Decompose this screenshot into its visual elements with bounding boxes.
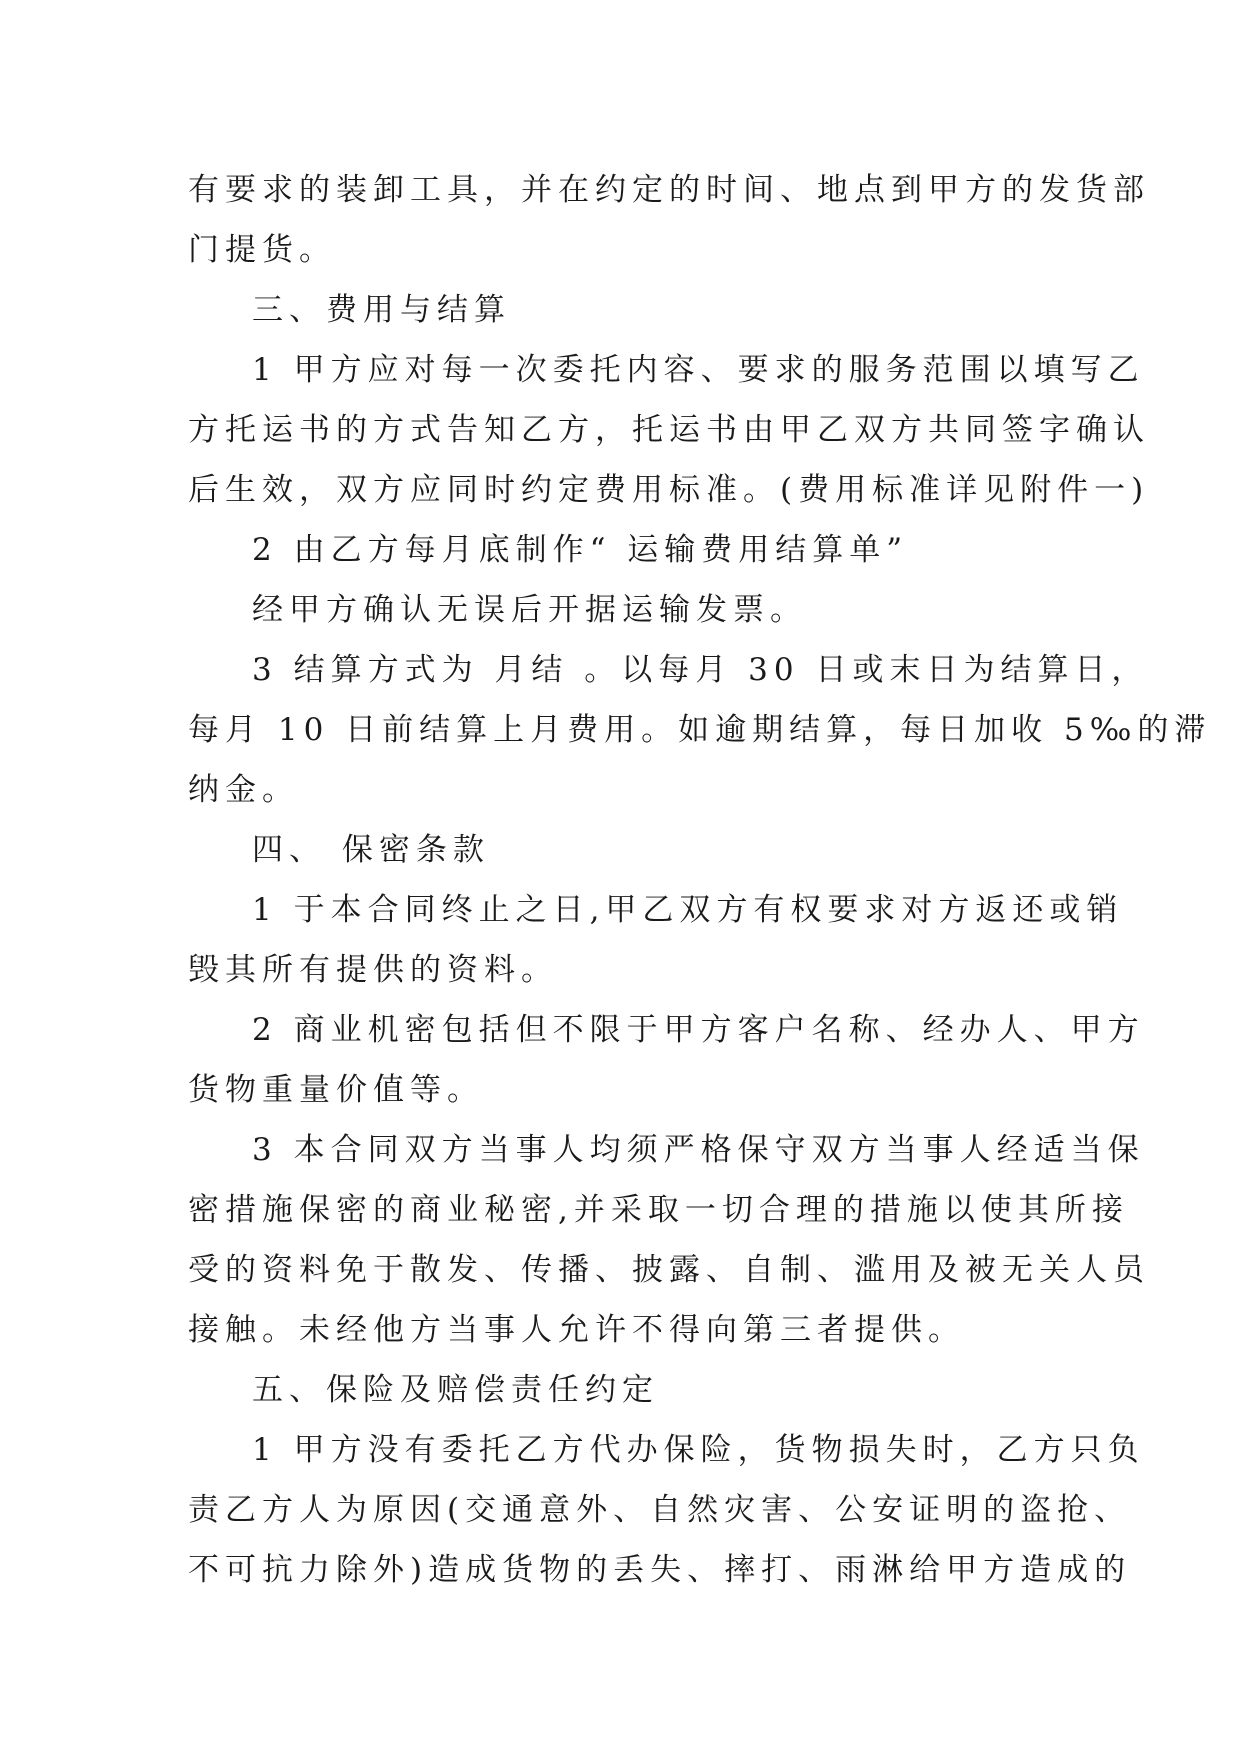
text-line: 方托运书的方式告知乙方，托运书由甲乙双方共同签字确认 — [188, 412, 1150, 448]
text-line: 门提货。 — [188, 232, 336, 268]
section-heading-fees — [188, 280, 1056, 340]
heading-text: 四、 保密条款 — [252, 832, 490, 868]
text-line: 接触。未经他方当事人允许不得向第三者提供。 — [188, 1312, 965, 1348]
section-heading-insurance — [188, 1360, 1056, 1420]
text-line: 受的资料免于散发、传播、披露、自制、滥用及被无关人员 — [188, 1252, 1150, 1288]
text-line: 3 本合同双方当事人均须严格保守双方当事人经适当保 — [252, 1132, 1145, 1168]
text-line: 每月 10 日前结算上月费用。如逾期结算，每日加收 5‰的滞 — [188, 712, 1212, 748]
text-line: 有要求的装卸工具，并在约定的时间、地点到甲方的发货部 — [188, 172, 1150, 208]
paragraph-invoice — [188, 580, 1056, 640]
paragraph-settlement-method — [188, 640, 1212, 820]
paragraph-insurance-liability — [188, 1420, 1145, 1600]
text-line: 后生效，双方应同时约定费用标准。(费用标准详见附件一) — [188, 472, 1150, 508]
section-heading-confidentiality — [188, 820, 1056, 880]
document-body — [188, 160, 1212, 1600]
text-line: 不可抗力除外)造成货物的丢失、摔打、雨淋给甲方造成的 — [188, 1552, 1132, 1588]
text-line: 3 结算方式为 月结 。以每月 30 日或末日为结算日， — [252, 652, 1149, 688]
text-line: 货物重量价值等。 — [188, 1072, 484, 1108]
text-line: 2 由乙方每月底制作“ 运输费用结算单” — [252, 532, 909, 568]
text-line: 1 甲方应对每一次委托内容、要求的服务范围以填写乙 — [252, 352, 1145, 388]
text-line: 2 商业机密包括但不限于甲方客户名称、经办人、甲方 — [252, 1012, 1145, 1048]
text-line: 密措施保密的商业秘密,并采取一切合理的措施以使其所接 — [188, 1192, 1129, 1228]
paragraph-secret-obligations — [188, 1120, 1150, 1360]
paragraph-return-materials — [188, 880, 1124, 1000]
paragraph-settlement-sheet — [188, 520, 1056, 580]
paragraph-loading-tools — [188, 160, 1150, 280]
text-line: 经甲方确认无误后开据运输发票。 — [252, 592, 807, 628]
paragraph-trade-secrets — [188, 1000, 1145, 1120]
text-line: 1 于本合同终止之日,甲乙双方有权要求对方返还或销 — [252, 892, 1124, 928]
text-line: 责乙方人为原因(交通意外、自然灾害、公安证明的盗抢、 — [188, 1492, 1132, 1528]
text-line: 毁其所有提供的资料。 — [188, 952, 558, 988]
heading-text: 五、保险及赔偿责任约定 — [252, 1372, 659, 1408]
paragraph-fee-notice — [188, 340, 1150, 520]
text-line: 1 甲方没有委托乙方代办保险，货物损失时，乙方只负 — [252, 1432, 1145, 1468]
text-line: 纳金。 — [188, 772, 299, 808]
heading-text: 三、费用与结算 — [252, 292, 511, 328]
